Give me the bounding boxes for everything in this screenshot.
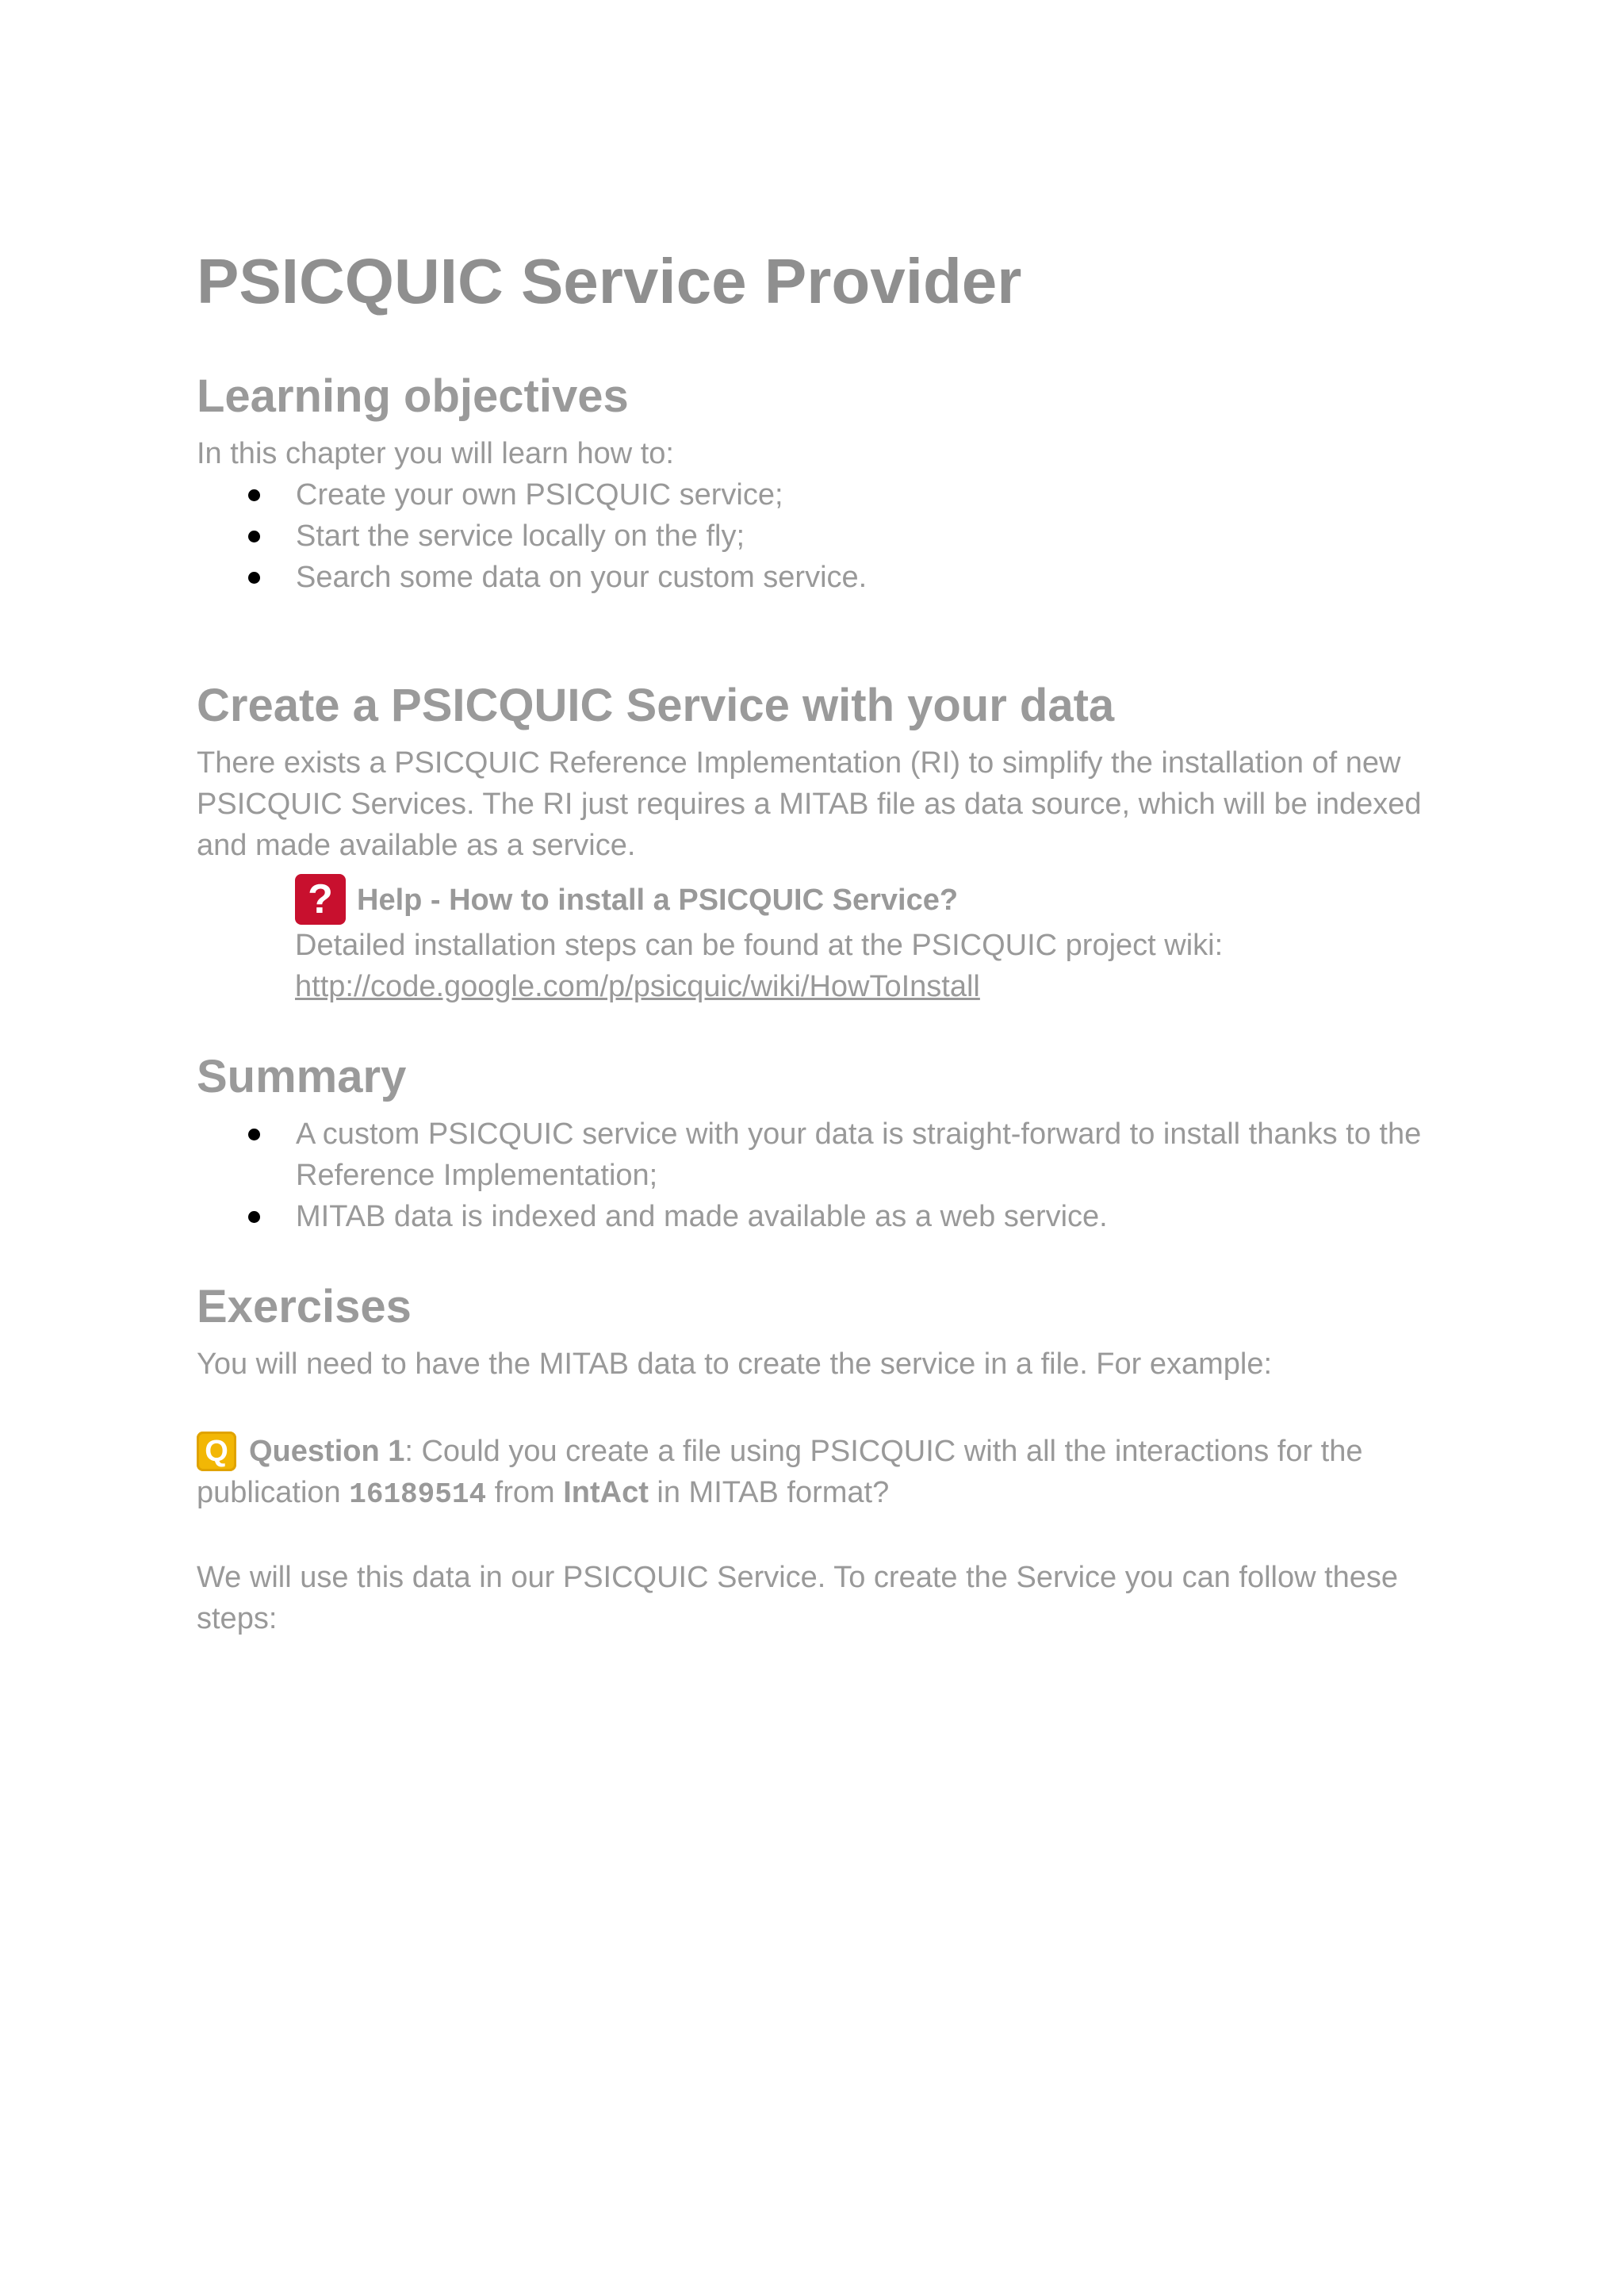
list-item: Create your own PSICQUIC service; [197,474,1450,516]
bullet-icon [248,1211,260,1223]
bullet-icon [248,489,260,501]
help-title: Help - How to install a PSICQUIC Service? [357,884,959,917]
bullet-icon [248,531,260,542]
list-item: Start the service locally on the fly; [197,516,1450,557]
page-title: PSICQUIC Service Provider [197,246,1022,316]
bullet-icon [248,1129,260,1140]
create-service-heading: Create a PSICQUIC Service with your data [197,680,1115,731]
help-title-row [295,874,1450,925]
exercises-followup: We will use this data in our PSICQUIC Service. To create the Service you can follow these steps: [197,1561,1399,1635]
summary-heading: Summary [197,1051,407,1102]
learning-objectives-list [197,474,1450,598]
bullet-icon [248,572,260,584]
learning-objectives-heading: Learning objectives [197,370,629,422]
create-service-paragraph: There exists a PSICQUIC Reference Implementation (RI) to simplify the installation of new PSICQUIC Services. The RI just requires a MITAB file as data source, which will be indexed and made available as a service. [197,746,1422,862]
question-label: Question 1 [249,1435,405,1468]
question-q-icon: Q [197,1432,236,1471]
document-page [197,238,1450,1639]
exercises-intro: You will need to have the MITAB data to create the service in a file. For example: [197,1347,1273,1381]
help-link[interactable]: http://code.google.com/p/psicquic/wiki/HowToInstall [295,970,980,1003]
list-item: Search some data on your custom service. [197,557,1450,598]
question-mark-icon: ? [295,874,346,925]
exercises-heading: Exercises [197,1281,412,1332]
summary-list [197,1114,1450,1237]
list-item: A custom PSICQUIC service with your data is straight-forward to install thanks to the Reference Implementation; [197,1114,1450,1196]
help-text: Detailed installation steps can be found at the PSICQUIC project wiki: [295,929,1224,962]
database-name: IntAct [563,1476,649,1509]
question-1: Q Question 1: Could you create a file using PSICQUIC with all the interactions for the publication 16189514 from IntAct in MITAB format? [197,1431,1450,1516]
pubmed-id: 16189514 [349,1478,487,1511]
list-item: MITAB data is indexed and made available as a web service. [197,1196,1450,1237]
learning-objectives-intro: In this chapter you will learn how to: [197,437,674,470]
help-box [295,874,1450,1007]
